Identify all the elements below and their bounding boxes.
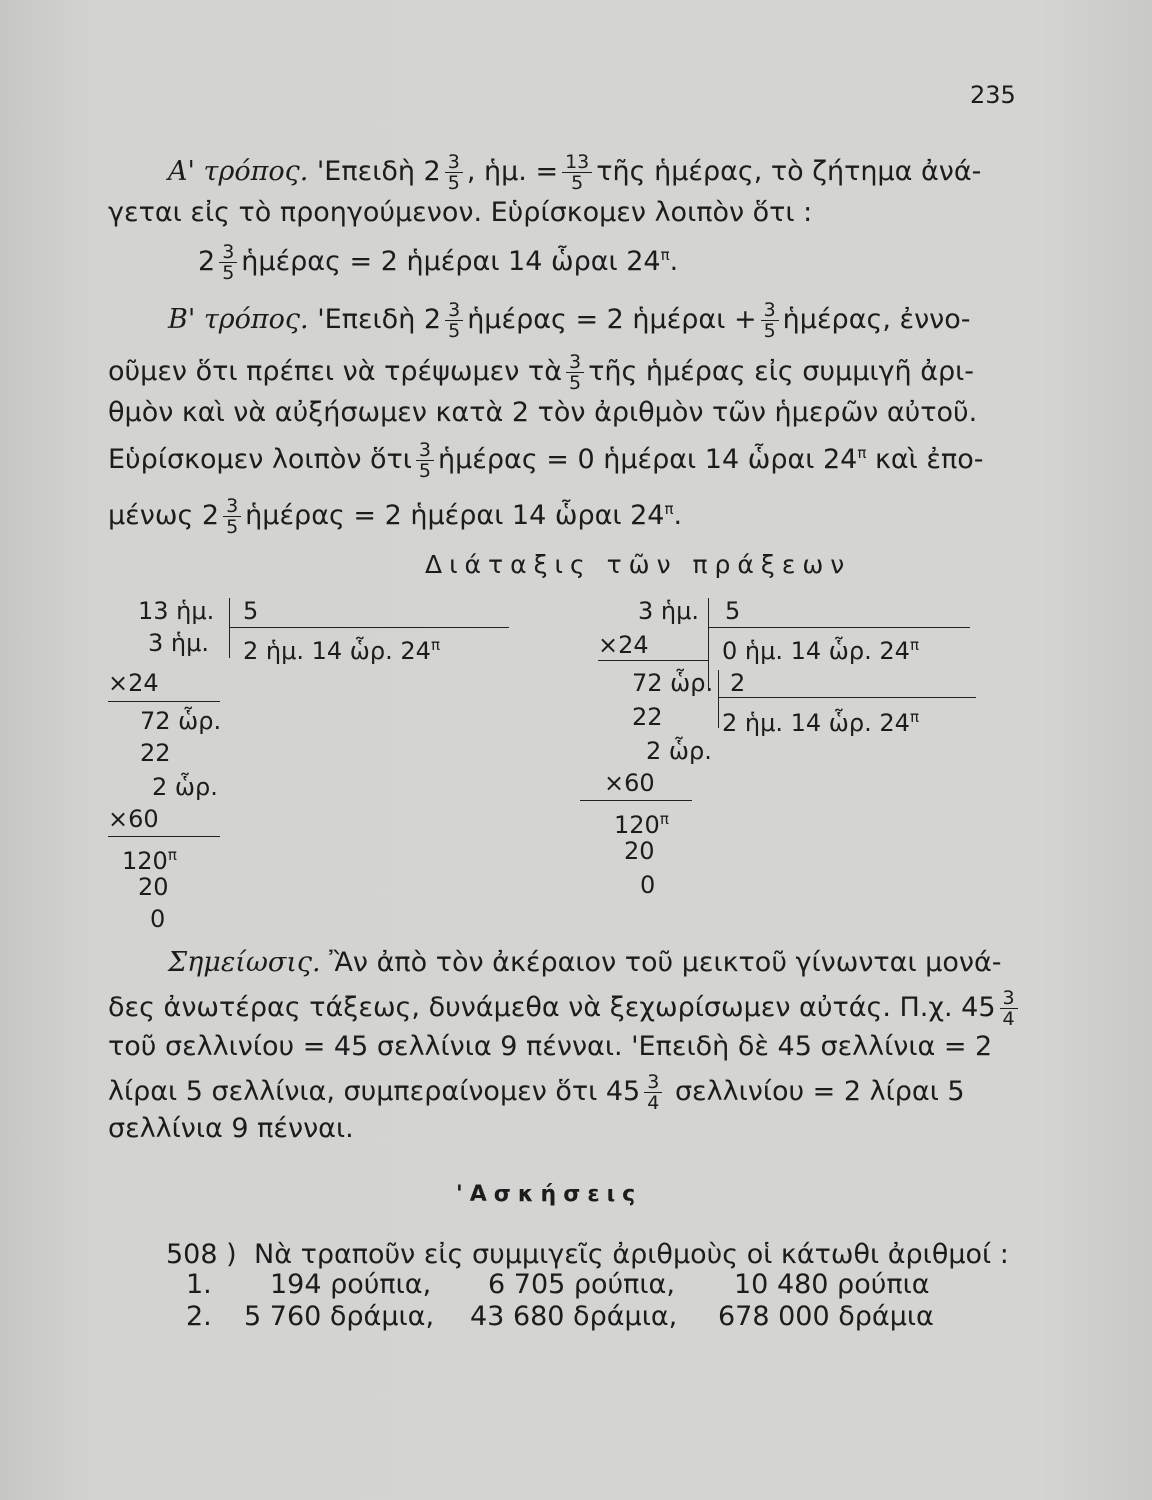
method-a-label: Α' τρόπος. bbox=[168, 156, 309, 187]
left-step-2-hours: 2 ὧρ. bbox=[152, 773, 218, 801]
fraction bbox=[219, 242, 237, 283]
left-step-hours: 72 ὧρ. bbox=[140, 707, 222, 735]
text: 'Επειδὴ 2 bbox=[316, 156, 441, 187]
method-a-line-1 bbox=[168, 152, 981, 193]
text: τῆς ἡμέρας εἰς συμμιγῆ ἀρι- bbox=[588, 356, 975, 387]
fraction bbox=[644, 1072, 662, 1113]
exercise-row-2-a: 5 760 δράμια, bbox=[244, 1301, 435, 1332]
right-divisor: 5 bbox=[725, 597, 741, 625]
method-b-line-5 bbox=[108, 492, 682, 537]
frac-den: 5 bbox=[445, 172, 463, 193]
frac-den: 5 bbox=[761, 320, 779, 341]
right-step-120 bbox=[614, 804, 669, 840]
fraction bbox=[566, 352, 584, 393]
left-rule-1 bbox=[108, 701, 220, 702]
frac-num: 3 bbox=[447, 151, 460, 173]
right-divisor-2: 2 bbox=[730, 669, 746, 697]
text: ἡμέρας = 0 ἡμέραι 14 ὧραι 24 bbox=[438, 444, 858, 475]
frac-num: 3 bbox=[418, 439, 432, 461]
frac-den: 5 bbox=[566, 372, 584, 393]
left-step-120 bbox=[122, 840, 177, 876]
method-a-line-2: γεται εἰς τὸ προηγούμενον. Εὑρίσκομεν λοιπὸν ὅτι : bbox=[108, 197, 813, 228]
text: ἡμέρας = 2 ἡμέραι 14 ὧραι 24 bbox=[241, 246, 661, 277]
note-line-1 bbox=[168, 946, 1002, 980]
text: Ἂν ἀπὸ τὸν ἀκέραιον τοῦ μεικτοῦ γίνωνται μονά- bbox=[329, 947, 1002, 978]
text: 'Επειδὴ 2 bbox=[317, 304, 442, 335]
exercise-intro-number: 508 ) bbox=[166, 1239, 237, 1270]
left-step-mult-24: ×24 bbox=[108, 669, 159, 697]
frac-num: 3 bbox=[448, 299, 461, 321]
superscript: π bbox=[909, 708, 919, 726]
fraction bbox=[445, 300, 463, 341]
fraction bbox=[416, 440, 434, 481]
left-division-bar bbox=[229, 598, 230, 658]
method-b-line-1 bbox=[168, 300, 971, 341]
frac-den: 5 bbox=[416, 460, 434, 481]
text: καὶ ἐπο- bbox=[874, 444, 984, 475]
right-step-0: 0 bbox=[640, 871, 656, 899]
left-step-0: 0 bbox=[150, 905, 166, 933]
frac-den: 5 bbox=[223, 516, 241, 537]
text: . bbox=[669, 246, 679, 277]
text: 0 ἡμ. 14 ὧρ. 24 bbox=[722, 637, 910, 665]
text: τῆς ἡμέρας, τὸ ζήτημα ἀνά- bbox=[596, 156, 982, 187]
left-quotient-rule bbox=[229, 627, 509, 628]
method-b-label: Β' τρόπος. bbox=[168, 304, 309, 335]
left-step-remainder-22: 22 bbox=[140, 739, 171, 767]
superscript: π bbox=[430, 636, 440, 654]
text: 120 bbox=[614, 811, 660, 839]
text: ἡμέρας = 2 ἡμέραι + bbox=[467, 304, 757, 335]
frac-num: 3 bbox=[222, 241, 235, 263]
text: ἡμέρας, ἐννο- bbox=[782, 304, 971, 335]
text: . bbox=[673, 500, 683, 531]
exercise-row-2-number: 2. bbox=[186, 1301, 212, 1332]
frac-den: 4 bbox=[1000, 1008, 1018, 1029]
exercise-row-2-c: 678 000 δράμια bbox=[718, 1301, 934, 1332]
left-step-mult-60: ×60 bbox=[108, 805, 159, 833]
frac-den: 5 bbox=[219, 262, 237, 283]
exercise-intro: Νὰ τραποῦν εἰς συμμιγεῖς ἀριθμοὺς οἱ κάτωθι ἀριθμοί : bbox=[254, 1239, 1009, 1270]
frac-num: 3 bbox=[226, 495, 239, 517]
page-number: 235 bbox=[970, 81, 1016, 109]
note-line-2 bbox=[108, 988, 1022, 1029]
frac-den: 4 bbox=[644, 1092, 662, 1113]
right-step-20: 20 bbox=[624, 837, 655, 865]
method-a-equation bbox=[198, 238, 678, 283]
text: σελλινίου = 2 λίραι 5 bbox=[674, 1076, 965, 1107]
left-divisor: 5 bbox=[243, 597, 259, 625]
operations-title: Διάταξις τῶν πράξεων bbox=[425, 550, 852, 579]
frac-num: 3 bbox=[569, 351, 582, 373]
right-step-mult-60: ×60 bbox=[604, 769, 655, 797]
right-step-22: 22 bbox=[632, 703, 663, 731]
fraction bbox=[562, 152, 592, 193]
text: 2 bbox=[198, 246, 216, 277]
text: 120 bbox=[122, 847, 168, 875]
right-quotient-2 bbox=[722, 702, 919, 738]
superscript: π bbox=[909, 636, 919, 654]
text: λίραι 5 σελλίνια, συμπεραίνομεν ὅτι 45 bbox=[108, 1076, 641, 1107]
right-step-2-hours: 2 ὧρ. bbox=[646, 737, 712, 765]
left-rule-2 bbox=[108, 836, 220, 837]
right-rule-2 bbox=[580, 800, 692, 801]
fraction bbox=[223, 496, 241, 537]
left-dividend-2: 3 ἡμ. bbox=[148, 629, 210, 657]
text: μένως 2 bbox=[108, 500, 220, 531]
note-label: Σημείωσις. bbox=[168, 947, 321, 978]
exercise-row-1-c: 10 480 ρούπια bbox=[734, 1269, 930, 1300]
frac-num: 3 bbox=[647, 1071, 660, 1093]
right-quotient bbox=[722, 630, 919, 666]
fraction bbox=[445, 152, 463, 193]
method-b-line-4 bbox=[108, 436, 984, 481]
right-rule-1 bbox=[598, 660, 708, 661]
text: οῦμεν ὅτι πρέπει νὰ τρέψωμεν τὰ bbox=[108, 356, 562, 387]
exercises-title: 'Ασκήσεις bbox=[456, 1182, 643, 1207]
right-dividend: 3 ἡμ. bbox=[638, 597, 700, 625]
text: , ἡμ. = bbox=[466, 156, 559, 187]
left-step-20: 20 bbox=[138, 873, 169, 901]
note-line-5: σελλίνια 9 πένναι. bbox=[108, 1113, 354, 1144]
fraction bbox=[761, 300, 779, 341]
exercise-row-1-b: 6 705 ρούπια, bbox=[488, 1269, 675, 1300]
text: 2 ἡμ. 14 ὧρ. 24 bbox=[243, 637, 431, 665]
exercise-row-2-b: 43 680 δράμια, bbox=[470, 1301, 678, 1332]
fraction bbox=[1000, 988, 1018, 1029]
superscript: π bbox=[659, 810, 669, 828]
note-line-4 bbox=[108, 1072, 965, 1113]
left-dividend-1: 13 ἡμ. bbox=[138, 597, 215, 625]
note-line-3: τοῦ σελλινίου = 45 σελλίνια 9 πένναι. 'Επειδὴ δὲ 45 σελλίνια = 2 bbox=[108, 1031, 993, 1062]
text: ἡμέρας = 2 ἡμέραι 14 ὧραι 24 bbox=[245, 500, 665, 531]
superscript: π bbox=[167, 846, 177, 864]
frac-num: 3 bbox=[1002, 987, 1015, 1009]
right-quotient-rule bbox=[708, 627, 970, 628]
right-hours: 72 ὧρ. bbox=[632, 669, 714, 697]
superscript: π bbox=[664, 500, 674, 518]
text: δες ἀνωτέρας τάξεως, δυνάμεθα νὰ ξεχωρίσωμεν αὐτάς. Π.χ. 45 bbox=[108, 992, 996, 1023]
frac-den: 5 bbox=[445, 320, 463, 341]
method-b-line-3: θμὸν καὶ νὰ αὐξήσωμεν κατὰ 2 τὸν ἀριθμὸν τῶν ἡμερῶν αὐτοῦ. bbox=[108, 397, 978, 428]
left-quotient bbox=[243, 630, 440, 666]
exercise-row-1-number: 1. bbox=[186, 1269, 212, 1300]
superscript: π bbox=[660, 246, 670, 264]
right-division-bar-2 bbox=[718, 670, 719, 728]
right-quotient-rule-2 bbox=[718, 697, 976, 698]
text: Εὑρίσκομεν λοιπὸν ὅτι bbox=[108, 444, 412, 475]
frac-num: 13 bbox=[565, 151, 590, 173]
text: 2 ἡμ. 14 ὧρ. 24 bbox=[722, 709, 910, 737]
method-b-line-2 bbox=[108, 352, 974, 393]
superscript: π bbox=[857, 444, 867, 462]
exercise-row-1-a: 194 ρούπια, bbox=[270, 1269, 432, 1300]
frac-den: 5 bbox=[562, 172, 592, 193]
frac-num: 3 bbox=[763, 299, 776, 321]
right-mult-24: ×24 bbox=[598, 631, 649, 659]
